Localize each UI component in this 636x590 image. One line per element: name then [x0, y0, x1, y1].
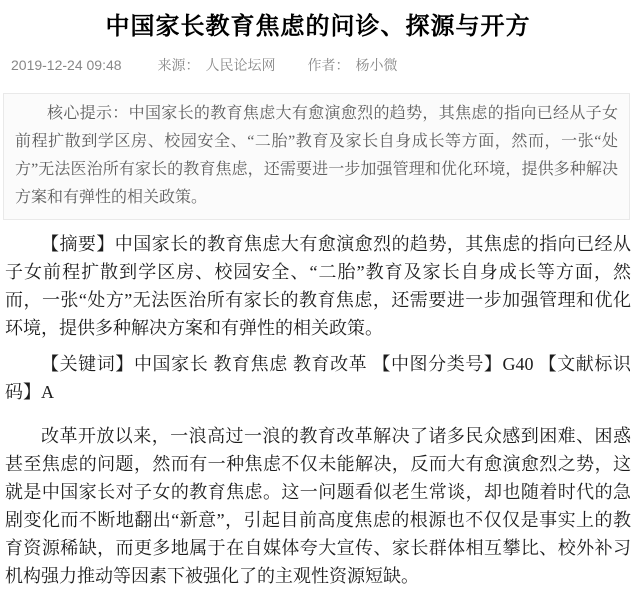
article-page: [0, 12, 636, 590]
source-pair: [158, 56, 276, 75]
source-name: 人民论坛网: [205, 57, 276, 73]
body-paragraph: 改革开放以来，一浪高过一浪的教育改革解决了诸多民众感到困难、困惑甚至焦虑的问题，然而有一种焦虑不仅未能解决，反而大有愈演愈烈之势，这就是中国家长对子女的教育焦虑。这一问题看似老生常谈，却也随着时代的急剧变化而不断地翻出“新意”，引起目前高度焦虑的根源也不仅仅是事实上的教育资源稀缺，而更多地属于在自媒体夸大宣传、家长群体相互攀比、校外补习机构强力推动等因素下被强化了的主观性资源短缺。: [5, 426, 631, 586]
author-pair: [308, 56, 398, 75]
core-tip-box: 核心提示：中国家长的教育焦虑大有愈演愈烈的趋势，其焦虑的指向已经从子女前程扩散到学区房、校园安全、“二胎”教育及家长自身成长等方面，然而，一张“处方”无法医治所有家长的教育焦虑，还需要进一步加强管理和优化环境，提供多种解决方案和有弹性的相关政策。: [3, 93, 630, 220]
abstract-paragraph: 【摘要】中国家长的教育焦虑大有愈演愈烈的趋势，其焦虑的指向已经从子女前程扩散到学区房、校园安全、“二胎”教育及家长自身成长等方面，然而，一张“处方”无法医治所有家长的教育焦虑，还需要进一步加强管理和优化环境，提供多种解决方案和有弹性的相关政策。: [5, 234, 631, 338]
author-label: 作者：: [307, 57, 350, 73]
page-title: 中国家长教育焦虑的问诊、探源与开方: [105, 14, 531, 40]
source-label: 来源：: [157, 57, 200, 73]
publish-date: 2019-12-24 09:48: [11, 57, 122, 73]
author-name: 杨小微: [355, 57, 398, 73]
keywords-paragraph: 【关键词】中国家长 教育焦虑 教育改革 【中图分类号】G40 【文献标识码】A: [5, 354, 631, 402]
article-meta: [11, 56, 633, 75]
